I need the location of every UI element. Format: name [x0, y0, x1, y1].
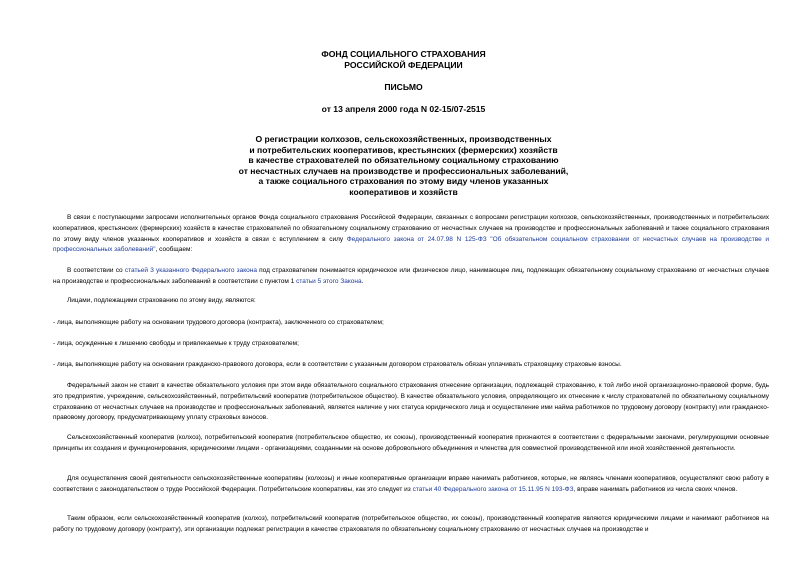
paragraph-intro: В связи с поступающими запросами исполнительных органов Фонда социального страхования Российской Федерации, связанных с вопросами регистрации колхозов, сельскохозяйственных, производственных и потребительских кооперативов, крестьянских (фермерских) хозяйств в качестве страхователей по обязательному социальному страхованию от несчастных случаев на производстве и профессиональных заболеваний и также социального страхования по этому виду членов указанных кооперативов и хозяйств в связи с вступлением в силу Федерального закона от 24.07.98 N 125-ФЗ "Об обязательном социальном страховании от несчастных случаев на производстве и профессиональных заболеваний", сообщаем: [53, 214, 770, 254]
subject-line: и потребительских кооперативов, крестьянских (фермерских) хозяйств [249, 144, 558, 155]
document-type: ПИСЬМО [384, 82, 423, 92]
subject-line: от несчастных случаев на производстве и профессиональных заболеваний, [238, 165, 569, 176]
issuer-line-1: ФОНД СОЦИАЛЬНОГО СТРАХОВАНИЯ [321, 49, 486, 59]
article-5-link[interactable]: статьи 5 этого Закона [296, 277, 362, 285]
subject-line: в качестве страхователей по обязательному социальному страхованию [248, 155, 559, 165]
article-40-link[interactable]: статьи 40 Федерального закона от 15.11.95 N 193-ФЗ [412, 485, 574, 493]
list-item: - лица, осужденные к лишению свободы и привлекаемые к труду страхователем; [53, 340, 299, 347]
paragraph-hiring: Для осуществления своей деятельности сельскохозяйственные кооперативы (колхозы) и иные кооперативные организации вправе нанимать работников, которые, не являясь членами кооперативов, осуществляют свою работу в соответствии с законодательством о труде Российской Федерации. Потребительские кооперативы, как это следует из статьи 40 Федерального закона от 15.11.95 N 193-ФЗ, вправе нанимать работников из числа своих членов. [53, 475, 769, 493]
subject-line: О регистрации колхозов, сельскохозяйственных, производственных [255, 134, 552, 144]
paragraph-conclusion: Таким образом, если сельскохозяйственный кооператив (колхоз), потребительский кооператив (потребительское общество, их союзы), производственный кооператив являются юридическими лицами и нанимают работников на работу по трудовому договору (контракту), эти организации подлежат регистрации в качестве страхователя по обязательному социальному страхованию от несчастных случаев на производстве и [53, 515, 769, 533]
list-item: - лица, выполняющие работу на основании гражданско-правового договора, если в соответствии с указанным договором страхователь обязан уплачивать страховщику страховые взносы. [53, 361, 622, 368]
paragraph-insurer-definition: В соответствии со статьей 3 указанного Федерального закона под страхователем понимается юридическое или физическое лицо, нанимающее лиц, подлежащих обязательному социальному страхованию от несчастных случаев на производстве и профессиональных заболеваний в соответствии с пунктом 1 статьи 5 этого Закона. [53, 267, 769, 285]
issuer-organization [0, 49, 807, 70]
issuer-line-2: РОССИЙСКОЙ ФЕДЕРАЦИИ [344, 59, 463, 70]
article-3-link[interactable]: статьей 3 указанного Федерального закона [124, 267, 257, 274]
document-date-number: от 13 апреля 2000 года N 02-15/07-2515 [321, 104, 486, 114]
paragraph-cooperatives: Сельскохозяйственный кооператив (колхоз), потребительский кооператив (потребительское общество, их союзы), производственный кооператив признаются в соответствии с федеральными законами, регулирующими основные принципы их создания и функционирования, юридическими лицами - организациями, созданными на основе добровольного объединения и членства для совместной производственной или иной хозяйственной деятельности. [53, 434, 769, 452]
subject-line: а также социального страхования по этому виду членов указанных [258, 176, 549, 186]
list-item: - лица, выполняющие работу на основании трудового договора (контракта), заключенного со страхователем; [53, 319, 384, 326]
paragraph-legal-form: Федеральный закон не ставит в качестве обязательного условия при этом виде обязательного социального страхования отнесение организации, подлежащей страхованию, к той либо иной организационно-правовой форме, будь это предприятие, учреждение, сельскохозяйственный, потребительский кооператив (потребительское общество). В качестве обязательного условия, определяющего их отнесение к числу страхователей по обязательному социальному страхованию от несчастных случаев на производстве и профессиональных заболеваний, является наличие у них статуса юридического лица и осуществление ими найма работников по трудовому договору (контракту) или гражданско-правовому договору, предусматривающему уплату страховых взносов. [53, 382, 769, 422]
paragraph-insured-persons: Лицами, подлежащими страхованию по этому виду, являются: [67, 297, 256, 304]
document-subject [0, 134, 807, 197]
federal-law-125-link[interactable]: Федерального закона от 24.07.98 N 125-ФЗ "Об обязательном социальном страховании от несчастных случаев на производстве и профессиональных заболеваний" [53, 235, 770, 254]
subject-line: кооперативов и хозяйств [349, 186, 458, 197]
